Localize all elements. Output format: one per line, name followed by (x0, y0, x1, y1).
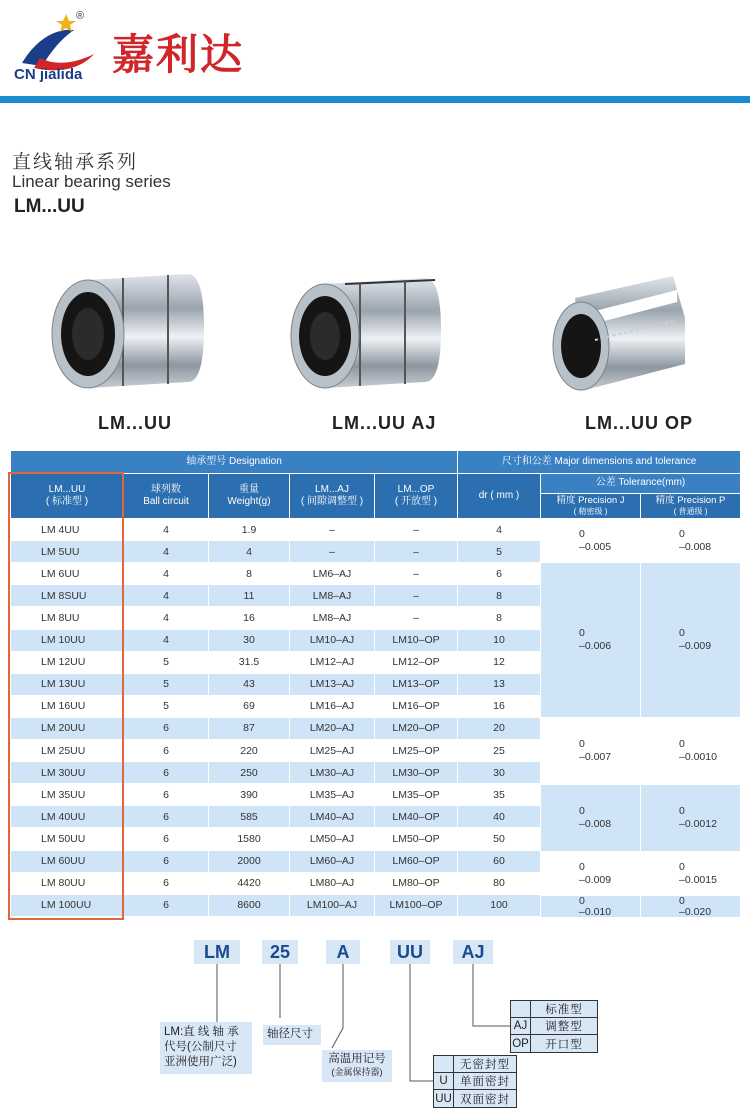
cell-op: – (375, 585, 457, 606)
cell-aj: LM10–AJ (290, 630, 374, 651)
cell-op: – (375, 607, 457, 628)
cell-aj: LM16–AJ (290, 696, 374, 717)
cell-ball-circuit: 6 (124, 895, 208, 916)
logo-text: CN jialida (14, 66, 83, 83)
cell-aj: LM13–AJ (290, 674, 374, 695)
cell-model: LM 5UU (11, 541, 123, 562)
cell-ball-circuit: 5 (124, 674, 208, 695)
bearing-lm-uu-image (48, 268, 208, 398)
cell-dr: 40 (458, 806, 540, 827)
cell-aj: LM100–AJ (290, 895, 374, 916)
bearing-lm-uu-aj-image (285, 272, 445, 397)
cell-model: LM 60UU (11, 851, 123, 872)
product-label-lm-uu-op: LM...UU OP (585, 413, 693, 433)
cell-dr: 8 (458, 585, 540, 606)
cell-dr: 10 (458, 630, 540, 651)
cell-weight: 31.5 (209, 652, 289, 673)
cell-weight: 43 (209, 674, 289, 695)
cell-weight: 69 (209, 696, 289, 717)
cell-weight: 8 (209, 563, 289, 584)
cell-ball-circuit: 4 (124, 519, 208, 540)
cell-aj: LM80–AJ (290, 873, 374, 894)
cell-dr: 60 (458, 851, 540, 872)
tolerance-p-group-2: 0 –0.009 (641, 563, 740, 717)
series-model: LM...UU (14, 196, 85, 217)
cell-weight: 87 (209, 718, 289, 739)
cell-weight: 11 (209, 585, 289, 606)
col-header-precision-p: 精度 Precision P ( 普通级 ) (641, 494, 740, 518)
cell-aj: LM30–AJ (290, 762, 374, 783)
cell-op: LM13–OP (375, 674, 457, 695)
cell-op: LM100–OP (375, 895, 457, 916)
col-header-op: LM...OP ( 开放型 ) (375, 474, 457, 518)
cell-op: LM16–OP (375, 696, 457, 717)
col-header-weight: 重量 Weight(g) (209, 474, 289, 518)
cell-dr: 25 (458, 740, 540, 761)
tolerance-j-group-3: 0 –0.007 (541, 718, 640, 784)
cell-op: – (375, 563, 457, 584)
cell-dr: 6 (458, 563, 540, 584)
code-connector-lines (0, 960, 750, 1109)
header-divider (0, 96, 750, 103)
tolerance-p-group-1: 0 –0.008 (641, 519, 740, 562)
cell-model: LM 50UU (11, 828, 123, 849)
cell-dr: 16 (458, 696, 540, 717)
code-part-type: AJ (453, 940, 493, 964)
cell-ball-circuit: 6 (124, 784, 208, 805)
code-part-diameter: 25 (262, 940, 298, 964)
cell-ball-circuit: 4 (124, 607, 208, 628)
product-label-lm-uu: LM...UU (98, 413, 172, 433)
brand-name: 嘉利达 (112, 30, 245, 79)
lm-explanation: LM:直 线 轴 承 代号(公制尺寸 亚洲使用广泛) (160, 1022, 252, 1074)
cell-op: LM20–OP (375, 718, 457, 739)
cell-weight: 4420 (209, 873, 289, 894)
cell-model: LM 8UU (11, 607, 123, 628)
tolerance-j-group-6: 0 –0.010 (541, 896, 640, 917)
cell-model: LM 12UU (11, 652, 123, 673)
cell-weight: 390 (209, 784, 289, 805)
cell-ball-circuit: 6 (124, 718, 208, 739)
cell-model: LM 35UU (11, 784, 123, 805)
col-header-aj: LM...AJ ( 间隙调整型 ) (290, 474, 374, 518)
col-header-model: LM...UU ( 标准型 ) (11, 474, 123, 518)
cell-op: LM60–OP (375, 851, 457, 872)
cell-dr: 20 (458, 718, 540, 739)
cell-aj: – (290, 541, 374, 562)
cell-ball-circuit: 6 (124, 762, 208, 783)
group-header-designation: 轴承型号 Designation (11, 451, 457, 473)
cell-weight: 4 (209, 541, 289, 562)
cell-op: – (375, 541, 457, 562)
cell-model: LM 20UU (11, 718, 123, 739)
code-part-temp: A (326, 940, 360, 964)
cell-op: LM35–OP (375, 784, 457, 805)
tolerance-p-group-5: 0 –0.0015 (641, 852, 740, 895)
cell-aj: LM8–AJ (290, 585, 374, 606)
spec-table (11, 451, 740, 917)
cell-op: LM50–OP (375, 828, 457, 849)
cell-model: LM 80UU (11, 873, 123, 894)
tolerance-j-group-2: 0 –0.006 (541, 563, 640, 717)
code-part-lm: LM (194, 940, 240, 964)
cell-ball-circuit: 6 (124, 873, 208, 894)
seal-options-table (433, 1055, 517, 1108)
cell-dr: 80 (458, 873, 540, 894)
cell-aj: LM25–AJ (290, 740, 374, 761)
cell-aj: LM8–AJ (290, 607, 374, 628)
seal-option-single: U 单面密封 (434, 1073, 516, 1090)
cell-dr: 100 (458, 895, 540, 916)
cell-model: LM 4UU (11, 519, 123, 540)
tolerance-j-group-1: 0 –0.005 (541, 519, 640, 562)
cell-dr: 50 (458, 828, 540, 849)
product-label-lm-uu-aj: LM...UU AJ (332, 413, 437, 433)
col-header-precision-j: 精度 Precision J ( 精密级 ) (541, 494, 640, 518)
cell-aj: LM20–AJ (290, 718, 374, 739)
cell-weight: 1580 (209, 828, 289, 849)
cell-op: LM10–OP (375, 630, 457, 651)
series-title-en: Linear bearing series (12, 172, 171, 191)
cell-dr: 35 (458, 784, 540, 805)
cell-model: LM 8SUU (11, 585, 123, 606)
cell-model: LM 16UU (11, 696, 123, 717)
cell-ball-circuit: 5 (124, 652, 208, 673)
cell-model: LM 10UU (11, 630, 123, 651)
cell-op: LM30–OP (375, 762, 457, 783)
cell-weight: 1.9 (209, 519, 289, 540)
tolerance-j-group-5: 0 –0.009 (541, 852, 640, 895)
bearing-lm-uu-op-image (545, 268, 695, 398)
cell-ball-circuit: 4 (124, 563, 208, 584)
cell-model: LM 30UU (11, 762, 123, 783)
cell-weight: 585 (209, 806, 289, 827)
cell-weight: 30 (209, 630, 289, 651)
cell-ball-circuit: 4 (124, 630, 208, 651)
registered-mark: ® (76, 10, 85, 22)
group-header-dimensions: 尺寸和公差 Major dimensions and tolerance (458, 451, 740, 473)
cell-op: LM40–OP (375, 806, 457, 827)
seal-option-none: 无密封型 (434, 1056, 516, 1073)
cell-weight: 220 (209, 740, 289, 761)
tolerance-p-group-4: 0 –0.0012 (641, 785, 740, 851)
col-header-ball-circuit: 球列数 Ball circuit (124, 474, 208, 518)
cell-weight: 8600 (209, 895, 289, 916)
cell-dr: 12 (458, 652, 540, 673)
col-header-dr: dr ( mm ) (458, 474, 540, 518)
cell-ball-circuit: 6 (124, 828, 208, 849)
cell-ball-circuit: 6 (124, 851, 208, 872)
seal-option-double: UU 双面密封 (434, 1090, 516, 1107)
cell-weight: 2000 (209, 851, 289, 872)
cell-aj: LM60–AJ (290, 851, 374, 872)
tolerance-j-group-4: 0 –0.008 (541, 785, 640, 851)
cell-model: LM 25UU (11, 740, 123, 761)
type-options-table (510, 1000, 598, 1053)
cell-weight: 250 (209, 762, 289, 783)
cell-aj: LM35–AJ (290, 784, 374, 805)
cell-op: LM80–OP (375, 873, 457, 894)
series-title-zh: 直线轴承系列 (12, 152, 139, 173)
cell-ball-circuit: 5 (124, 696, 208, 717)
type-option-standard: 标准型 (511, 1001, 597, 1018)
col-header-tolerance: 公差 Tolerance(mm) (541, 474, 740, 493)
page-header (0, 0, 750, 105)
cell-model: LM 13UU (11, 674, 123, 695)
cell-dr: 30 (458, 762, 540, 783)
cell-aj: – (290, 519, 374, 540)
type-option-open: OP 开口型 (511, 1035, 597, 1052)
cell-ball-circuit: 4 (124, 541, 208, 562)
cell-aj: LM50–AJ (290, 828, 374, 849)
cell-op: – (375, 519, 457, 540)
cell-ball-circuit: 4 (124, 585, 208, 606)
type-option-adjustable: AJ 调整型 (511, 1018, 597, 1035)
cell-aj: LM12–AJ (290, 652, 374, 673)
cell-ball-circuit: 6 (124, 740, 208, 761)
cell-model: LM 100UU (11, 895, 123, 916)
cell-ball-circuit: 6 (124, 806, 208, 827)
diameter-explanation: 轴径尺寸 (263, 1025, 321, 1045)
temp-explanation: 高温用记号 (金属保持器) (322, 1050, 392, 1082)
cell-weight: 16 (209, 607, 289, 628)
cell-model: LM 40UU (11, 806, 123, 827)
tolerance-p-group-6: 0 –0.020 (641, 896, 740, 917)
tolerance-p-group-3: 0 –0.0010 (641, 718, 740, 784)
code-part-seal: UU (390, 940, 430, 964)
cell-dr: 13 (458, 674, 540, 695)
cell-aj: LM40–AJ (290, 806, 374, 827)
cell-dr: 5 (458, 541, 540, 562)
cell-dr: 8 (458, 607, 540, 628)
cell-op: LM12–OP (375, 652, 457, 673)
cell-aj: LM6–AJ (290, 563, 374, 584)
cell-dr: 4 (458, 519, 540, 540)
cell-op: LM25–OP (375, 740, 457, 761)
cell-model: LM 6UU (11, 563, 123, 584)
